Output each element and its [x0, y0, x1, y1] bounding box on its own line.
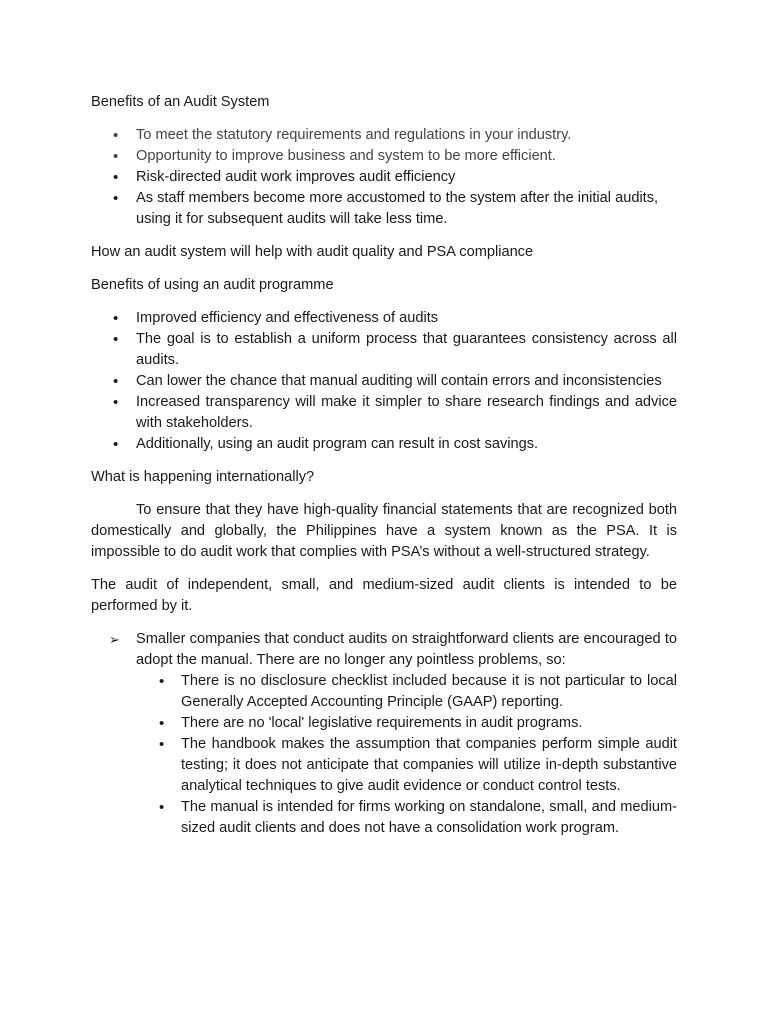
list-item: • Risk-directed audit work improves audit efficiency — [91, 167, 677, 188]
arrow-list — [91, 629, 677, 839]
sub-list-item: • The manual is intended for firms working on standalone, small, and medium-sized audit clients and does not have a consolidation work program. — [136, 797, 677, 839]
benefits-audit-system-list — [91, 125, 677, 230]
list-item: • To meet the statutory requirements and regulations in your industry. — [91, 125, 677, 146]
paragraph-audit-clients: The audit of independent, small, and medium-sized audit clients is intended to be performed by it. — [91, 577, 677, 614]
heading-psa-compliance: How an audit system will help with audit quality and PSA compliance — [91, 244, 534, 260]
arrow-item-text: Smaller companies that conduct audits on straightforward clients are encouraged to adopt the manual. There are no longer any pointless problems, so: — [136, 631, 677, 668]
list-item: • As staff members become more accustomed to the system after the initial audits, using it for subsequent audits will take less time. — [91, 188, 677, 230]
list-item: • Improved efficiency and effectiveness of audits — [91, 308, 677, 329]
list-item: • Additionally, using an audit program can result in cost savings. — [91, 434, 677, 455]
document-page — [91, 92, 677, 851]
list-item: • Can lower the chance that manual auditing will contain errors and inconsistencies — [91, 371, 677, 392]
list-item: • The goal is to establish a uniform process that guarantees consistency across all audits. — [91, 329, 677, 371]
heading-benefits-audit-system: Benefits of an Audit System — [91, 94, 270, 110]
sub-list — [136, 671, 677, 839]
list-item: • Opportunity to improve business and system to be more efficient. — [91, 146, 677, 167]
sub-list-item: • The handbook makes the assumption that companies perform simple audit testing; it does not anticipate that companies will utilize in-depth substantive analytical techniques to give audit evidence or conduct control tests. — [136, 734, 677, 797]
list-item: • Increased transparency will make it simpler to share research findings and advice with stakeholders. — [91, 392, 677, 434]
heading-benefits-audit-programme: Benefits of using an audit programme — [91, 277, 334, 293]
paragraph-psa-system: To ensure that they have high-quality financial statements that are recognized both domestically and globally, the Philippines have a system known as the PSA. It is impossible to do audit work that complies with PSA’s without a well-structured strategy. — [91, 502, 677, 560]
sub-list-item: • There is no disclosure checklist included because it is not particular to local Generally Accepted Accounting Principle (GAAP) reporting. — [136, 671, 677, 713]
heading-internationally: What is happening internationally? — [91, 469, 315, 485]
arrow-list-item — [91, 629, 677, 839]
benefits-audit-programme-list — [91, 308, 677, 455]
sub-list-item: • There are no 'local' legislative requirements in audit programs. — [136, 713, 677, 734]
